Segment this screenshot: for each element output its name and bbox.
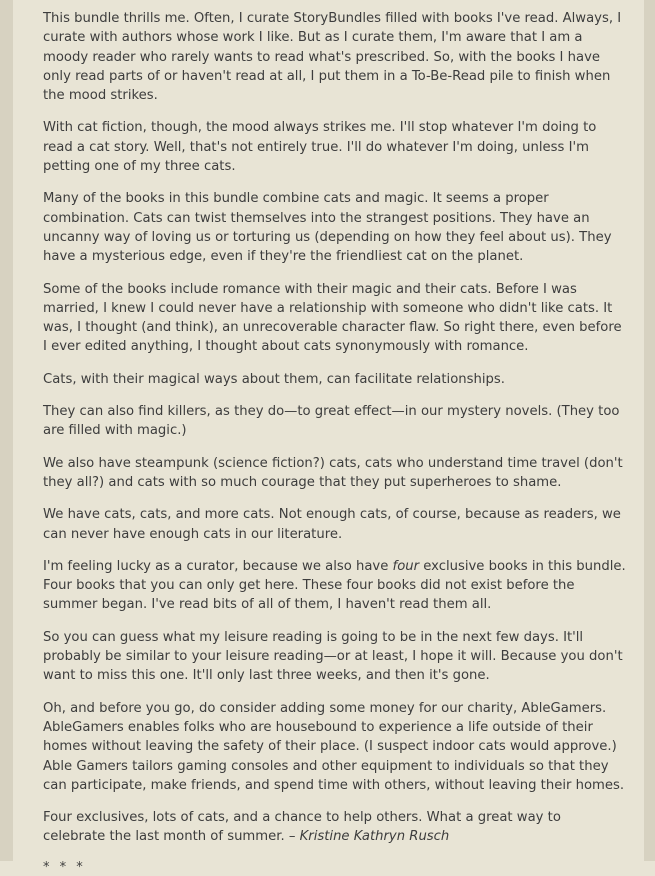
paragraph-cats-magic: Many of the books in this bundle combine cats and magic. It seems a proper combination. Cats can twist themselves into the strangest positions. They have an uncanny way of loving us or torturing us (depending on how they feel about us). They have a mysterious edge, even if they're the friendliest cat on the planet. [43,191,612,265]
emphasis-four: four [392,558,420,574]
paragraph-charity: Oh, and before you go, do consider adding some money for our charity, AbleGamers. AbleGamers enables folks who are housebound to experience a life outside of their homes without leaving the safety of their place. (I suspect indoor cats would approve.) Able Gamers tailors gaming consoles and other equipment to individuals so that they can participate, make friends, and spend time with others, without leaving their homes. [43,700,625,793]
paragraph-relationships: Cats, with their magical ways about them, can facilitate relationships. [43,371,505,387]
paragraph-closing [43,808,627,847]
paragraph-intro: This bundle thrills me. Often, I curate StoryBundles filled with books I've read. Always, I curate with authors whose work I like. But as I curate them, I'm aware that I am a moody reader who rarely wants to read what's prescribed. So, with the books I have only read parts of or haven't read at all, I put them in a To-Be-Read pile to finish when the mood strikes. [43,11,622,104]
paragraph-leisure-reading: So you can guess what my leisure reading is going to be in the next few days. It'll probably be similar to your leisure reading—or at least, I hope it will. Because you don't want to miss this one. It'll only last three weeks, and then it's gone. [43,629,623,684]
exclusives-text-end: exclusive books in this bundle. Four books that you can only get here. These four books did not exist before the summer began. I've read bits of all of them, I haven't read them all. [43,558,626,613]
paragraph-cat-fiction: With cat fiction, though, the mood always strikes me. I'll stop whatever I'm doing to read a cat story. Well, that's not entirely true. I'll do whatever I'm doing, unless I'm petting one of my three cats. [43,120,597,175]
paragraph-more-cats: We have cats, cats, and more cats. Not enough cats, of course, because as readers, we can never have enough cats in our literature. [43,507,621,542]
exclusives-text-start: I'm feeling lucky as a curator, because we also have [43,558,393,574]
paragraph-steampunk: We also have steampunk (science fiction?) cats, cats who understand time travel (don't they all?) and cats with so much courage that they put superheroes to shame. [43,455,623,490]
section-separator: * * * [43,859,86,875]
closing-text: Four exclusives, lots of cats, and a chance to help others. What a great way to celebrate the last month of summer. – [43,810,561,845]
paragraph-romance: Some of the books include romance with their magic and their cats. Before I was married, I knew I could never have a relationship with someone who didn't like cats. It was, I thought (and think), an unrecoverable character flaw. So right there, even before I ever edited anything, I thought about cats synonymously with romance. [43,281,622,355]
paragraph-mystery: They can also find killers, as they do—to great effect—in our mystery novels. (They too are filled with magic.) [43,404,620,439]
paragraph-exclusives [43,557,627,615]
author-signature: Kristine Kathryn Rusch [299,829,450,845]
